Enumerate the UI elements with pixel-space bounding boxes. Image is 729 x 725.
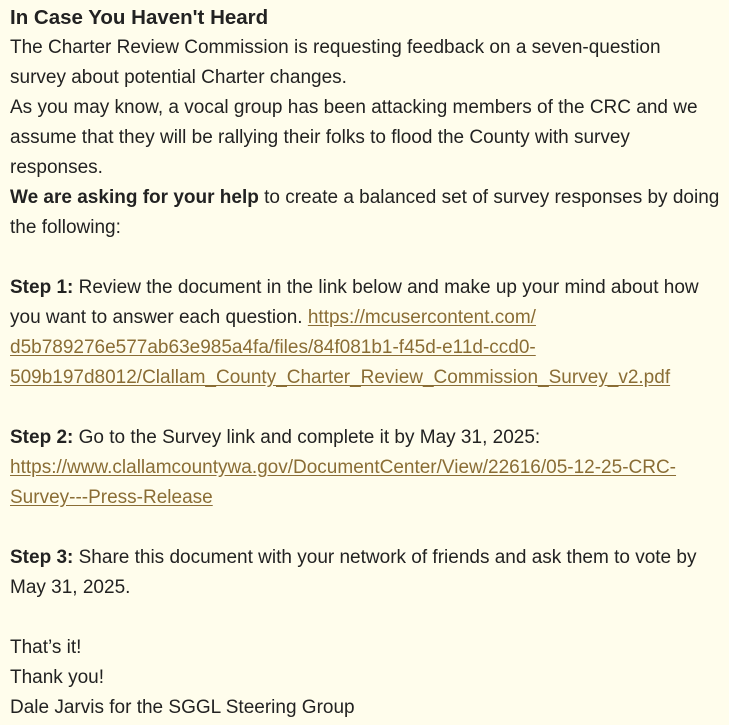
step-2-text: Go to the Survey link and complete it by May 31, 2025: [73,427,541,448]
step-3 [10,543,721,603]
spacer [10,393,721,423]
survey-document-link-part-3: 509b197d8012/Clallam_County_Charter_Review_Commission_Survey_v2.pdf [10,367,671,388]
request-emphasis: We are asking for your help [10,187,259,208]
step-3-label: Step 3: [10,547,74,568]
step-1 [10,273,721,393]
survey-link[interactable] [10,457,676,508]
page-title: In Case You Haven't Heard [10,6,269,29]
thank-you-line: Thank you! [10,667,104,688]
survey-link-part-1: https://www.clallamcountywa.gov/DocumentCenter/View/22616/05-12-25-CRC- [10,457,677,478]
survey-link-part-2: Survey---Press-Release [10,487,213,508]
survey-document-link-part-1: https://mcusercontent.com/ [307,307,536,328]
step-1-label: Step 1: [10,277,74,298]
request-paragraph [10,183,721,243]
spacer [10,603,721,633]
step-1-text: Review the document in the link below and make up your mind about how you want to answer each question. [10,277,699,328]
survey-document-link-part-2: d5b789276e577ab63e985a4fa/files/84f081b1-f45d-e11d-ccd0- [10,337,536,358]
step-2 [10,423,721,513]
intro-paragraph: The Charter Review Commission is requesting feedback on a seven-question survey about potential Charter changes. [10,37,661,88]
step-2-label: Step 2: [10,427,74,448]
spacer [10,513,721,543]
context-paragraph: As you may know, a vocal group has been attacking members of the CRC and we assume that they will be rallying their folks to flood the County with survey responses. [10,97,698,178]
request-text: to create a balanced set of survey responses by doing the following: [10,187,720,238]
spacer [10,243,721,273]
step-3-text: Share this document with your network of friends and ask them to vote by May 31, 2025. [10,547,697,598]
closing-line: That’s it! [10,637,82,658]
signature: Dale Jarvis for the SGGL Steering Group [10,697,355,718]
